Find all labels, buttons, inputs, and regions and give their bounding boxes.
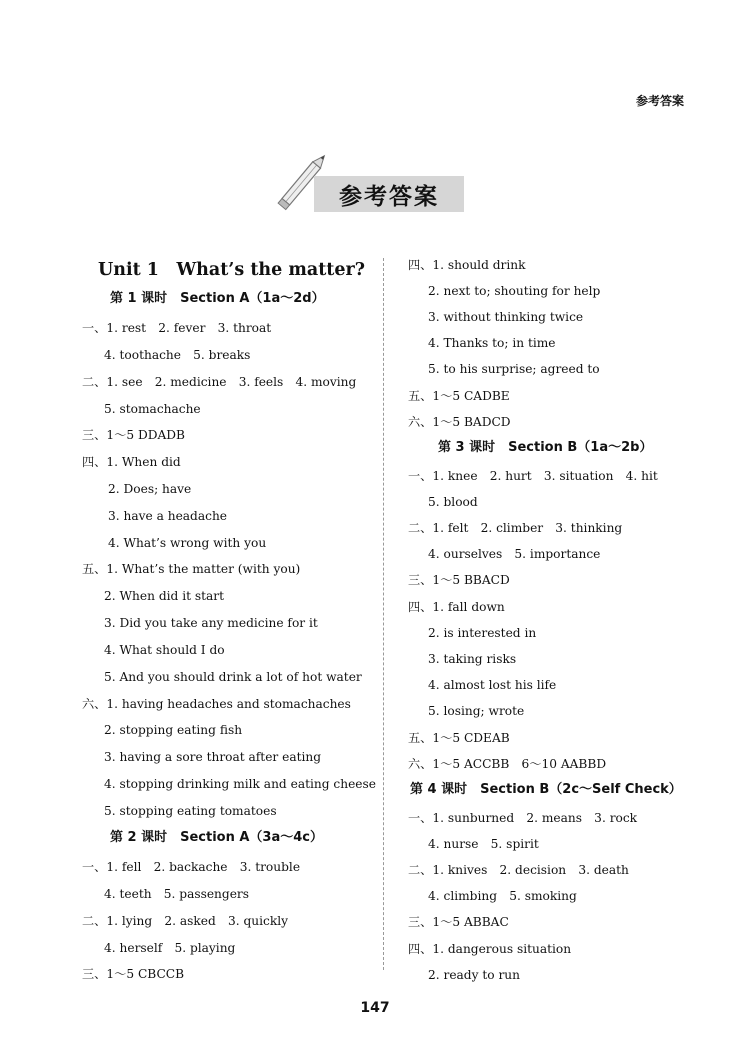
section-heading: 第 3 课时 Section B（1a～2b） [438, 440, 653, 455]
answer-line: 三、1～5 BBACD [408, 573, 510, 587]
answer-line: 5. And you should drink a lot of hot water [104, 670, 362, 684]
answer-line: 五、1. What’s the matter (with you) [82, 562, 301, 576]
answer-line: 4. What’s wrong with you [108, 536, 267, 550]
answer-line: 3. having a sore throat after eating [104, 750, 322, 764]
header-label: 参考答案 [635, 94, 684, 108]
answer-line: 5. to his surprise; agreed to [428, 362, 600, 376]
answer-line: 5. losing; wrote [428, 704, 525, 718]
answer-line: 二、1. felt 2. climber 3. thinking [408, 521, 623, 535]
answer-line: 4. herself 5. playing [104, 941, 236, 955]
answer-line: 四、1. fall down [408, 600, 505, 614]
title-banner [272, 152, 472, 216]
answer-line: 2. stopping eating fish [104, 723, 243, 737]
answer-line: 2. Does; have [108, 482, 192, 496]
answer-line: 5. blood [428, 495, 478, 509]
answer-line: 4. ourselves 5. importance [428, 547, 601, 561]
answer-line: 2. is interested in [428, 626, 537, 640]
page-number: 147 [360, 1000, 390, 1016]
answer-line: 二、1. lying 2. asked 3. quickly [82, 914, 289, 928]
answer-line: 一、1. rest 2. fever 3. throat [82, 321, 272, 335]
answer-line: 2. next to; shouting for help [428, 284, 601, 298]
section-heading: 第 4 课时 Section B（2c～Self Check） [410, 782, 682, 797]
answer-line: 三、1～5 DDADB [82, 428, 186, 442]
unit-title: Unit 1 What’s the matter? [98, 260, 365, 280]
answer-line: 六、1～5 BADCD [408, 415, 511, 429]
answer-line: 四、1. should drink [408, 258, 526, 272]
answer-line: 5. stopping eating tomatoes [104, 804, 277, 818]
answer-line: 3. taking risks [428, 652, 517, 666]
answer-line: 4. teeth 5. passengers [104, 887, 249, 901]
answer-line: 三、1～5 CBCCB [82, 967, 185, 981]
answer-line: 4. toothache 5. breaks [104, 348, 251, 362]
answer-line: 4. What should I do [104, 643, 225, 657]
answer-line: 六、1. having headaches and stomachaches [82, 697, 351, 711]
answer-line: 四、1. When did [82, 455, 181, 469]
answer-line: 五、1～5 CDEAB [408, 731, 510, 745]
answer-line: 3. have a headache [108, 509, 228, 523]
answer-line: 3. without thinking twice [428, 310, 584, 324]
section-heading: 第 2 课时 Section A（3a～4c） [110, 830, 323, 845]
answer-line: 四、1. dangerous situation [408, 942, 572, 956]
answer-line: 2. ready to run [428, 968, 521, 982]
answer-line: 4. climbing 5. smoking [428, 889, 577, 903]
section-heading: 第 1 课时 Section A（1a～2d） [110, 291, 325, 306]
answer-line: 一、1. sunburned 2. means 3. rock [408, 811, 638, 825]
answer-line: 3. Did you take any medicine for it [104, 616, 318, 630]
answer-line: 4. Thanks to; in time [428, 336, 556, 350]
answer-line: 5. stomachache [104, 402, 201, 416]
answer-line: 六、1～5 ACCBB 6～10 AABBD [408, 757, 607, 771]
answer-line: 三、1～5 ABBAC [408, 915, 509, 929]
answer-line: 一、1. fell 2. backache 3. trouble [82, 860, 301, 874]
answer-line: 4. stopping drinking milk and eating cheese [104, 777, 376, 791]
answer-line: 五、1～5 CADBE [408, 389, 510, 403]
answer-line: 4. nurse 5. spirit [428, 837, 539, 851]
answer-line: 二、1. see 2. medicine 3. feels 4. moving [82, 375, 357, 389]
answer-line: 一、1. knee 2. hurt 3. situation 4. hit [408, 469, 658, 483]
answer-line: 2. When did it start [104, 589, 225, 603]
banner-box [314, 176, 464, 212]
banner-title: 参考答案 [339, 183, 439, 210]
column-divider [383, 258, 384, 970]
answer-line: 二、1. knives 2. decision 3. death [408, 863, 629, 877]
answer-line: 4. almost lost his life [428, 678, 557, 692]
